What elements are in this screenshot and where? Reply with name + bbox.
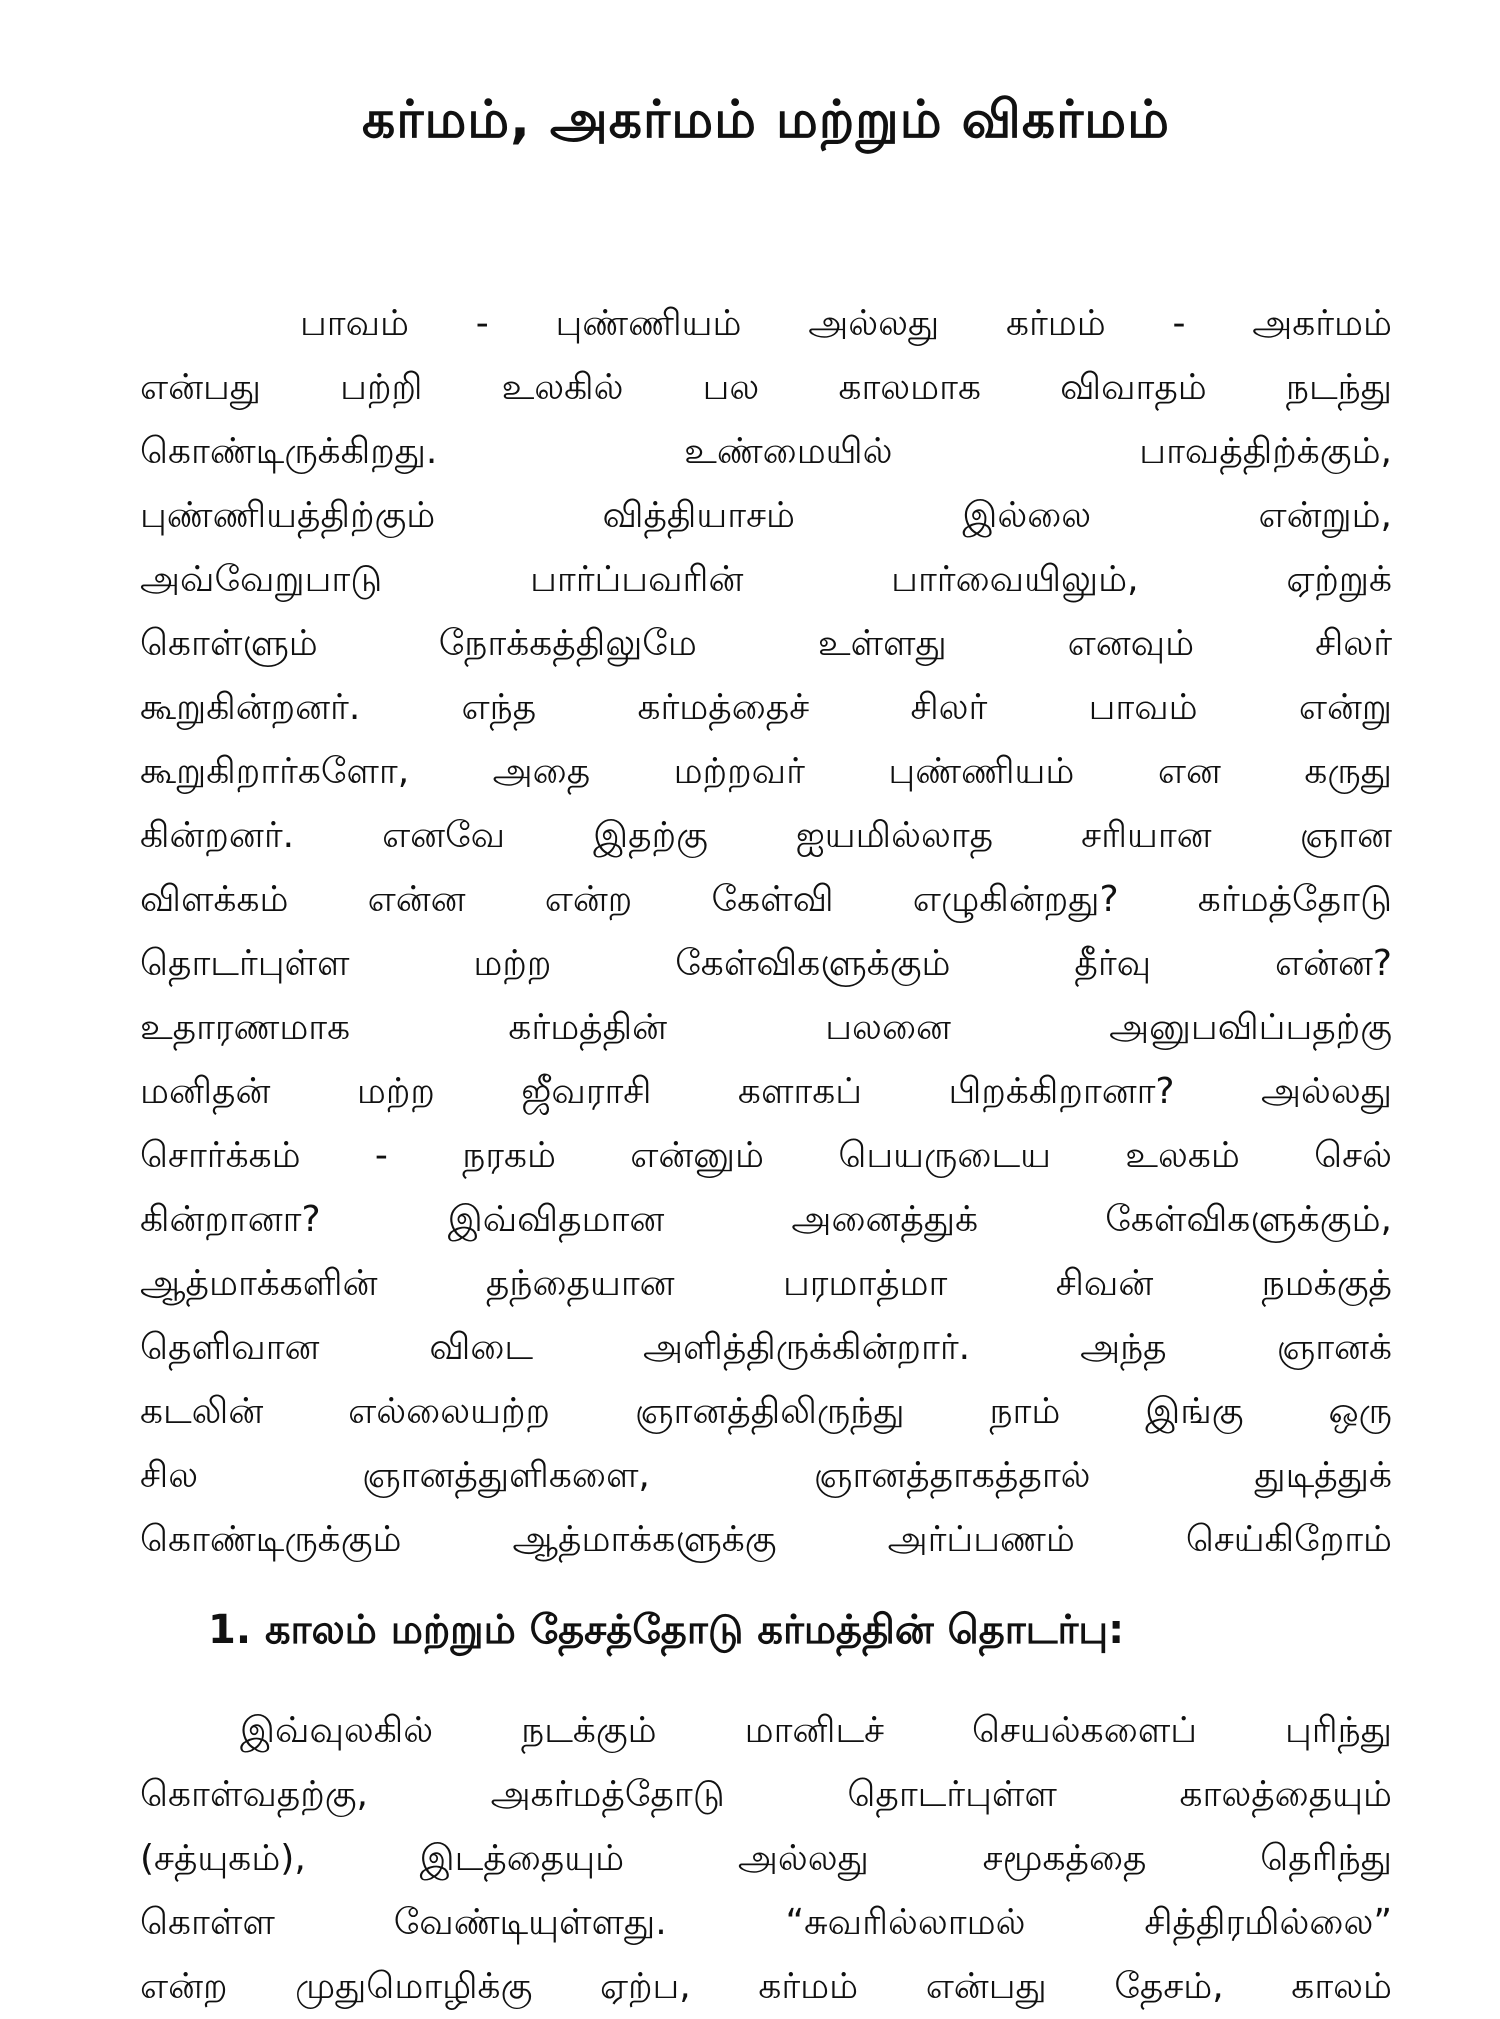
text-line: கடலின் எல்லையற்ற ஞானத்திலிருந்து நாம் இங்கு ஒரு <box>140 1391 1392 1432</box>
text-line: என்பது பற்றி உலகில் பல காலமாக விவாதம் நடந்து <box>140 367 1392 408</box>
text-line: சில ஞானத்துளிகளை, ஞானத்தாகத்தால் துடித்துக் <box>140 1455 1392 1496</box>
paragraph-1 <box>140 292 1392 1572</box>
text-line: தொடர்புள்ள மற்ற கேள்விகளுக்கும் தீர்வு என்ன? <box>140 943 1392 984</box>
text-line: உதாரணமாக கர்மத்தின் பலனை அனுபவிப்பதற்கு <box>140 1007 1392 1048</box>
text-line: கூறுகின்றனர். எந்த கர்மத்தைச் சிலர் பாவம் என்று <box>140 687 1392 728</box>
text-line: பாவம் - புண்ணியம் அல்லது கர்மம் - அகர்மம் <box>300 303 1392 344</box>
text-line: கின்றனர். எனவே இதற்கு ஐயமில்லாத சரியான ஞான <box>140 815 1392 856</box>
text-line: இவ்வுலகில் நடக்கும் மானிடச் செயல்களைப் புரிந்து <box>240 1710 1392 1752</box>
paragraph-2 <box>140 1699 1392 2019</box>
section-heading: 1. காலம் மற்றும் தேசத்தோடு கர்மத்தின் தொடர்பு: <box>208 1607 1125 1653</box>
text-line: (சத்யுகம்), இடத்தையும் அல்லது சமூகத்தை தெரிந்து <box>140 1838 1392 1880</box>
text-line: தெளிவான விடை அளித்திருக்கின்றார். அந்த ஞானக் <box>140 1327 1392 1368</box>
text-line: சொர்க்கம் - நரகம் என்னும் பெயருடைய உலகம் செல் <box>140 1135 1392 1176</box>
text-line: கின்றானா? இவ்விதமான அனைத்துக் கேள்விகளுக்கும், <box>140 1199 1392 1240</box>
text-line: அவ்வேறுபாடு பார்ப்பவரின் பார்வையிலும், ஏற்றுக் <box>140 559 1392 600</box>
text-line: கூறுகிறார்களோ, அதை மற்றவர் புண்ணியம் என கருது <box>140 751 1392 792</box>
text-line: கொண்டிருக்கும் ஆத்மாக்களுக்கு அர்ப்பணம் செய்கிறோம் <box>140 1519 1392 1560</box>
text-line: கொள்வதற்கு, அகர்மத்தோடு தொடர்புள்ள காலத்தையும் <box>140 1774 1392 1816</box>
text-line: கொள்ள வேண்டியுள்ளது. “சுவரில்லாமல் சித்திரமில்லை” <box>140 1902 1392 1944</box>
text-line: விளக்கம் என்ன என்ற கேள்வி எழுகின்றது? கர்மத்தோடு <box>140 879 1392 920</box>
text-line: என்ற முதுமொழிக்கு ஏற்ப, கர்மம் என்பது தேசம், காலம் <box>140 1966 1392 2008</box>
text-line: கொண்டிருக்கிறது. உண்மையில் பாவத்திற்க்கும், <box>140 431 1392 472</box>
text-line: புண்ணியத்திற்கும் வித்தியாசம் இல்லை என்றும், <box>140 495 1392 536</box>
page-title: கர்மம், அகர்மம் மற்றும் விகர்மம் <box>362 90 1170 150</box>
text-line: மனிதன் மற்ற ஜீவராசி களாகப் பிறக்கிறானா? அல்லது <box>140 1071 1392 1112</box>
text-line: கொள்ளும் நோக்கத்திலுமே உள்ளது எனவும் சிலர் <box>140 623 1392 664</box>
text-line: ஆத்மாக்களின் தந்தையான பரமாத்மா சிவன் நமக்குத் <box>140 1263 1392 1304</box>
